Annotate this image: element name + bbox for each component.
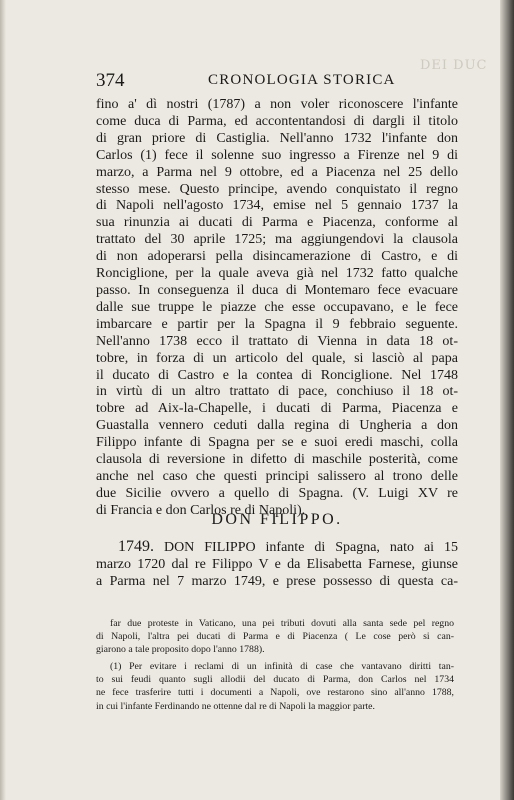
running-head: CRONOLOGIA STORICA xyxy=(208,72,396,88)
footnote-1-line: ne fece trasferire tutti i documenti a Napoli, ove restarono sino all'anno 1788, xyxy=(96,687,454,699)
section-text-block xyxy=(96,539,458,591)
text-line: due Sicilie ovvero a quello di Spagna. (V. Luigi XV re xyxy=(96,485,458,501)
section-first-line-text: DON FILIPPO infante di Spagna, nato ai 15 xyxy=(154,540,458,555)
text-line: di gran priore di Castiglia. Nell'anno 1732 l'infante don xyxy=(96,130,458,146)
page-header xyxy=(96,70,454,94)
text-line: sua rinunzia ai ducati di Parma e Piacenza, conforme al xyxy=(96,215,458,231)
page-edge-shadow xyxy=(500,0,514,800)
text-line: fino a' dì nostri (1787) a non voler riconoscere l'infante xyxy=(96,97,458,112)
footnote-1-line: to sui feudi quanto sugli allodii del ducato di Parma, don Carlos nel 1734 xyxy=(96,674,454,686)
section-text-line: a Parma nel 7 marzo 1749, e prese possesso di questa ca- xyxy=(96,573,458,589)
text-line: anche nel caso che questi principi salissero al trono delle xyxy=(96,468,458,484)
page-number: 374 xyxy=(96,70,125,91)
section-title: DON FILIPPO. xyxy=(211,511,343,528)
text-line: Guastalla vennero ceduti dalla regina di Ungheria a don xyxy=(96,418,458,434)
section-first-line xyxy=(96,539,458,557)
footnote-continuation-line: giarono a tale proposito dopo l'anno 1788). xyxy=(96,644,265,656)
text-line: Filippo infante di Spagna per se e suoi eredi maschi, colla xyxy=(96,435,458,451)
footnote-continuation-line: di Napoli, l'altra pei ducati di Parma e di Piacenza ( Le cose però si can- xyxy=(96,631,454,643)
text-line: di non adoperarsi pella disincamerazione di Castro, e di xyxy=(96,249,458,265)
text-line: di Napoli nell'agosto 1734, emise nel 5 gennaio 1737 la xyxy=(96,198,458,214)
text-line: passo. In conseguenza il duca di Montemaro fece evacuare xyxy=(96,282,458,298)
footnote-1-line: (1) Per evitare i reclami di un infinità di case che vantavano diritti tan- xyxy=(110,661,454,673)
footnotes-block xyxy=(96,617,454,713)
main-text-block xyxy=(96,97,458,520)
text-line: tobre, in forza di un articolo del quale, si lasciò al papa xyxy=(96,350,458,366)
text-line: Nell'anno 1738 ecco il trattato di Vienna in data 18 ot- xyxy=(96,333,458,349)
text-line: Ronciglione, per la quale aveva già nel 1732 fatto qualche xyxy=(96,266,458,282)
section-year: 1749. xyxy=(118,538,154,555)
text-line: Carlos (1) fece il solenne suo ingresso a Firenze nel 9 di xyxy=(96,147,458,163)
footnote-continuation-line: far due proteste in Vaticano, una pei tributi dovuti alla santa sede pel regno xyxy=(110,618,454,629)
text-line: stesso mese. Questo principe, avendo conquistato il regno xyxy=(96,181,458,197)
text-line: marzo, a Parma nel 9 ottobre, ed a Piacenza nel 25 dello xyxy=(96,164,458,180)
text-line: in virtù di un altro trattato di pace, conchiuso il 18 ot- xyxy=(96,384,458,400)
text-line: trattato del 30 aprile 1725; ma aggiungendovi la clausola xyxy=(96,232,458,248)
text-line: tobre ad Aix-la-Chapelle, i ducati di Parma, Piacenza e xyxy=(96,401,458,417)
show-through-text: DEI DUC xyxy=(420,58,488,73)
section-text-line: marzo 1720 dal re Filippo V e da Elisabetta Farnese, giunse xyxy=(96,556,458,572)
text-line: come duca di Parma, ed accontentandosi di dargli il titolo xyxy=(96,113,458,129)
text-line: di Francia e don Carlos re di Napoli). xyxy=(96,502,306,518)
text-line: imbarcare e partir per la Spagna il 9 febbraio seguente. xyxy=(96,316,458,332)
text-line: clausola di reversione in difetto di maschile posterità, come xyxy=(96,452,458,468)
text-line: dalle sue truppe le piazze che esse occupavano, e le fece xyxy=(96,299,458,315)
page-gutter-shadow xyxy=(0,0,6,800)
text-line: il ducato di Castro e la contea di Ronciglione. Nel 1748 xyxy=(96,367,458,383)
footnote-1-line: in cui l'infante Ferdinando ne ottenne dal re di Napoli la maggior parte. xyxy=(96,700,375,712)
